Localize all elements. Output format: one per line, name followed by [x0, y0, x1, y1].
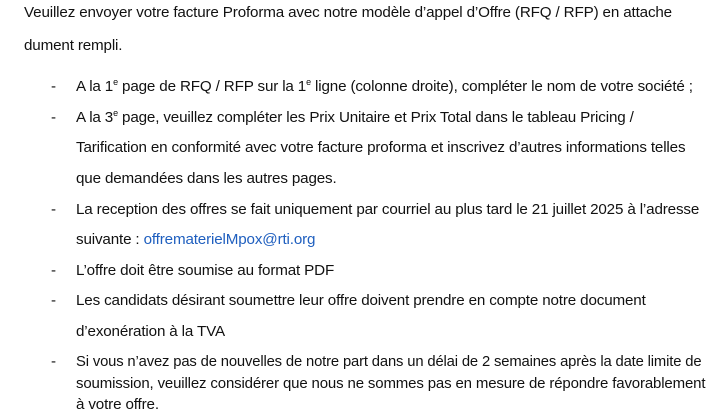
- bullet-1-text: [76, 77, 693, 97]
- ordinal-superscript: e: [113, 108, 118, 118]
- bullet-1-part-a: A la 1: [76, 78, 114, 95]
- bullet-1-part-b: page de RFQ / RFP sur la 1: [117, 78, 307, 95]
- bullet-2-line-2: Tarification en conformité avec votre facture proforma et inscrivez d’autres informations telles: [76, 139, 686, 156]
- bullet-marker: -: [51, 262, 56, 279]
- ordinal-superscript: e: [306, 77, 311, 87]
- bullet-3-line-2: [76, 230, 315, 250]
- bullet-5-line-2: d’exonération à la TVA: [76, 323, 225, 340]
- bullet-6-line-3: à votre offre.: [76, 396, 159, 413]
- bullet-marker: -: [51, 292, 56, 309]
- bullet-6-line-1: Si vous n’avez pas de nouvelles de notre part dans un délai de 2 semaines après la date limite de: [76, 354, 702, 370]
- intro-line-1: Veuillez envoyer votre facture Proforma avec notre modèle d’appel d’Offre (RFQ / RFP) en attache: [24, 4, 672, 21]
- bullet-6-line-2: soumission, veuillez considérer que nous ne sommes pas en mesure de répondre favorablement: [76, 375, 706, 392]
- bullet-2-line-1: [76, 108, 634, 128]
- bullet-3-prefix: suivante :: [76, 231, 144, 248]
- bullet-2-part-a: A la 3: [76, 109, 114, 126]
- bullet-2-line-3: que demandées dans les autres pages.: [76, 170, 337, 187]
- bullet-3-line-1: La reception des offres se fait uniquement par courriel au plus tard le 21 juillet 2025 à l’adresse: [76, 201, 700, 218]
- bullet-marker: -: [51, 78, 56, 95]
- intro-line-2: dument rempli.: [24, 37, 123, 54]
- ordinal-superscript: e: [113, 77, 118, 87]
- bullet-1-part-c: ligne (colonne droite), compléter le nom de votre société ;: [310, 78, 693, 95]
- email-link[interactable]: offrematerielMpox@rti.org: [143, 231, 316, 248]
- bullet-marker: -: [51, 109, 56, 126]
- bullet-marker: -: [51, 201, 56, 218]
- bullet-marker: -: [51, 353, 56, 370]
- bullet-5-line-1: Les candidats désirant soumettre leur offre doivent prendre en compte notre document: [76, 292, 646, 309]
- bullet-2-part-b: page, veuillez compléter les Prix Unitaire et Prix Total dans le tableau Pricing /: [117, 109, 634, 126]
- bullet-4-line-1: L’offre doit être soumise au format PDF: [76, 262, 335, 279]
